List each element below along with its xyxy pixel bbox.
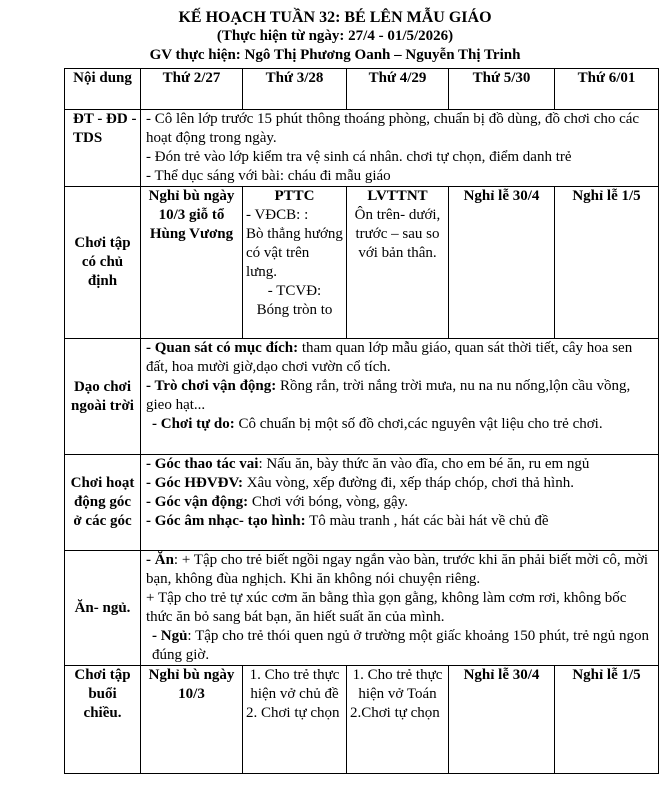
list-item: - Góc vận động: Chơi với bóng, vòng, gậy.: [146, 494, 408, 510]
text-line: 2.Chơi tự chọn: [350, 705, 440, 721]
list-item: - Trò chơi vận động: Rồng rắn, trời nắng trời mưa, nu na nu nống,lộn cầu vồng, gieo hạt...: [146, 378, 631, 413]
list-item: - Quan sát có mục đích: tham quan lớp mẫu giáo, quan sát thời tiết, cây hoa sen đất, hoa mười giờ,dạo chơi vườn cổ tích.: [146, 340, 633, 375]
morning-activities: [141, 110, 659, 187]
text-line: - Thể dục sáng với bài: cháu đi mẫu giáo: [146, 168, 391, 184]
plan-title: KẾ HOẠCH TUẦN 32: BÉ LÊN MẪU GIÁO: [178, 9, 492, 26]
cell-tue: [243, 187, 347, 339]
column-header: Thứ 2/27: [141, 69, 243, 110]
table-row: [65, 110, 659, 187]
outdoor-activities: [141, 339, 659, 455]
text-line: 1. Cho trẻ thực hiện vở chủ đề: [249, 667, 340, 702]
weekly-plan-table: [64, 68, 659, 774]
cell-title: LVTTNT: [367, 188, 428, 204]
table-row: [65, 187, 659, 339]
row-label: Chơi tập có chủ định: [65, 187, 141, 339]
cell-mon: Nghỉ bù ngày 10/3 giỗ tổ Hùng Vương: [141, 187, 243, 339]
text-line: - Đón trẻ vào lớp kiểm tra vệ sinh cá nhân. chơi tự chọn, điểm danh trẻ: [146, 149, 572, 165]
plan-teachers: GV thực hiện: Ngô Thị Phương Oanh – Nguyễn Thị Trinh: [149, 47, 521, 63]
cell-fri: Nghỉ lễ 1/5: [555, 666, 659, 774]
row-label: Dạo chơi ngoài trời: [65, 339, 141, 455]
text-line: Ôn trên- dưới, trước – sau so với bản thân.: [354, 207, 441, 261]
corner-activities: [141, 455, 659, 551]
table-row: [65, 551, 659, 666]
text-line: - VĐCB: :: [246, 207, 309, 223]
column-header: Nội dung: [65, 69, 141, 110]
list-item: - Góc thao tác vai: Nấu ăn, bày thức ăn vào đĩa, cho em bé ăn, ru em ngủ: [146, 456, 590, 472]
row-label: Ăn- ngủ.: [65, 551, 141, 666]
cell-fri: Nghỉ lễ 1/5: [555, 187, 659, 339]
plan-dates: (Thực hiện từ ngày: 27/4 - 01/5/2026): [216, 28, 454, 44]
cell-thu: Nghỉ lễ 30/4: [449, 666, 555, 774]
list-item: - Ngủ: Tập cho trẻ thói quen ngủ ở trường một giấc khoảng 150 phút, trẻ ngủ ngon đúng giờ.: [152, 628, 649, 663]
row-label: Chơi hoạt động góc ở các góc: [65, 455, 141, 551]
text-line: - Cô lên lớp trước 15 phút thông thoáng phòng, chuẩn bị đồ dùng, đồ chơi cho các hoạt động trong ngày.: [146, 111, 640, 146]
cell-tue: [243, 666, 347, 774]
text-line: 2. Chơi tự chọn: [246, 705, 340, 721]
table-row: [65, 666, 659, 774]
table-row: [65, 455, 659, 551]
document-header: [0, 0, 670, 65]
column-header: Thứ 5/30: [449, 69, 555, 110]
column-header: Thứ 4/29: [347, 69, 449, 110]
list-item: - Ăn: + Tập cho trẻ biết ngồi ngay ngắn vào bàn, trước khi ăn phải biết mời cô, mời bạn, không đùa nghịch. Khi ăn không nói chuyện riêng.: [146, 552, 649, 587]
cell-title: PTTC: [274, 188, 315, 204]
text-line: - TCVĐ:: [267, 283, 322, 299]
cell-wed: [347, 187, 449, 339]
cell-thu: Nghỉ lễ 30/4: [449, 187, 555, 339]
table-row: [65, 339, 659, 455]
list-item: - Chơi tự do: Cô chuẩn bị một số đồ chơi,các nguyên vật liệu cho trẻ chơi.: [152, 416, 603, 432]
list-item: + Tập cho trẻ tự xúc cơm ăn bằng thìa gọn gằng, không làm cơm rơi, không bốc thức ăn bỏ sang bát bạn, ăn hiết suất ăn của mình.: [146, 590, 627, 625]
list-item: - Góc HĐVĐV: Xâu vòng, xếp đường đi, xếp tháp chóp, chơi thả hình.: [146, 475, 574, 491]
meal-sleep-activities: [141, 551, 659, 666]
row-label: Chơi tập buổi chiều.: [65, 666, 141, 774]
header-row: [65, 69, 659, 110]
text-line: 1. Cho trẻ thực hiện vở Toán: [352, 667, 443, 702]
column-header: Thứ 6/01: [555, 69, 659, 110]
text-line: Bò thẳng hướng có vật trên lưng.: [246, 226, 343, 280]
cell-mon: Nghỉ bù ngày 10/3: [141, 666, 243, 774]
column-header: Thứ 3/28: [243, 69, 347, 110]
cell-wed: [347, 666, 449, 774]
text-line: Bóng tròn to: [256, 302, 333, 318]
list-item: - Góc âm nhạc- tạo hình: Tô màu tranh , hát các bài hát về chủ đề: [146, 513, 549, 529]
row-label: ĐT - ĐD - TDS: [65, 110, 141, 187]
